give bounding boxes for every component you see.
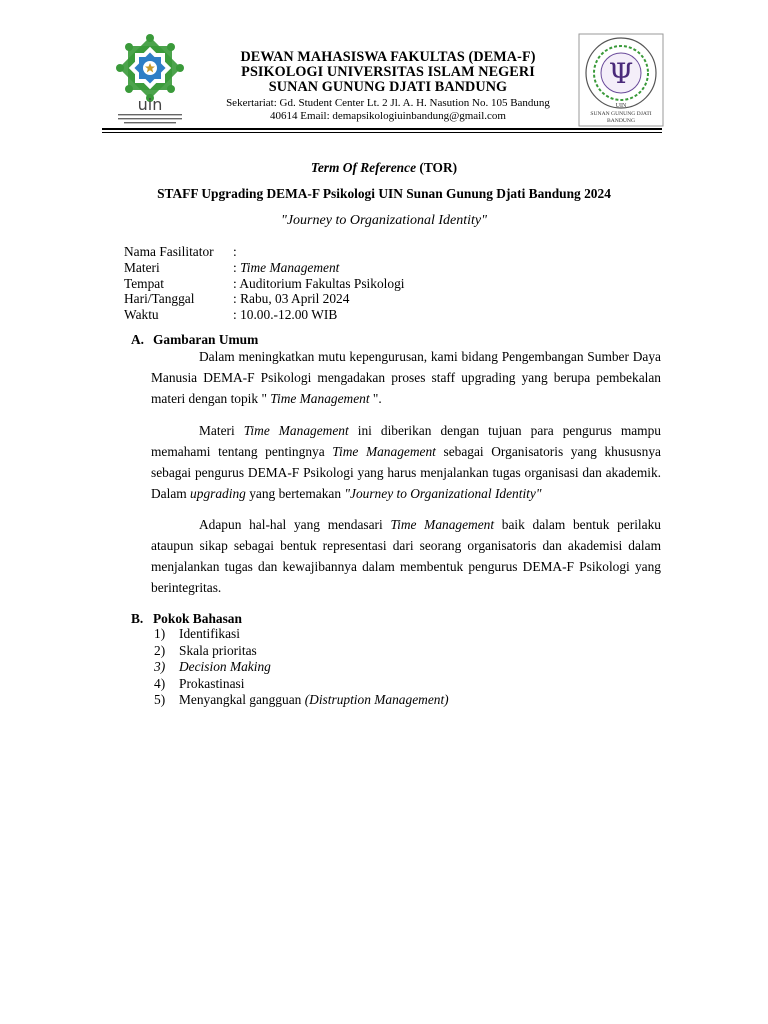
list-item: 4) Prokastinasi	[154, 675, 245, 691]
address-line-2: 40614 Email: demapsikologiuinbandung@gmail.com	[270, 109, 506, 122]
logo-left-text: uin	[137, 95, 163, 114]
logo-right-sub2: BANDUNG	[607, 118, 635, 124]
info-row: Hari/Tanggal : Rabu, 03 April 2024	[124, 291, 350, 307]
paragraph-1: Dalam meningkatkan mutu kepengurusan, kami bidang Pengembangan Sumber Daya Manusia DEMA-F Psikologi mengadakan proses staff upgrading yang berupa pembekalan materi dengan topik " Time Management ".	[151, 349, 661, 406]
topic-list	[154, 626, 449, 709]
letterhead	[200, 50, 576, 123]
info-row: Nama Fasilitator :	[124, 244, 237, 259]
info-table	[124, 244, 405, 323]
list-item: 5) Menyangkal gangguan (Distruption Management)	[154, 692, 449, 708]
logo-right-sub: SUNAN GUNUNG DJATI	[590, 111, 652, 117]
uin-logo	[104, 32, 196, 126]
theme-title: "Journey to Organizational Identity"	[280, 213, 488, 228]
info-row: Tempat : Auditorium Fakultas Psikologi	[124, 275, 405, 291]
section-a-heading: A. Gambaran Umum	[131, 332, 259, 347]
dema-logo	[578, 33, 664, 127]
tor-title: Term Of Reference (TOR)	[310, 160, 458, 175]
university-name-2: SUNAN GUNUNG DJATI BANDUNG	[268, 78, 508, 95]
header-rule-thick	[102, 128, 662, 130]
psi-icon: Ψ	[608, 57, 634, 90]
paragraph-2: Materi Time Management ini diberikan dengan tujuan para pengurus mampu memahami tentang pentingnya Time Management sebagai Organisatoris yang khususnya sebagai pengurus DEMA-F Psikologi yang harus menjalankan tugas organisasi dan akademik. Dalam upgrading yang bertemakan "Journey to Organizational Identity"	[151, 423, 661, 501]
address-line-1: Sekertariat: Gd. Student Center Lt. 2 Jl. A. H. Nasution No. 105 Bandung	[226, 96, 550, 109]
university-name: PSIKOLOGI UNIVERSITAS ISLAM NEGERI	[241, 63, 535, 80]
list-item: 2) Skala prioritas	[154, 642, 257, 658]
list-item: 1) Identifikasi	[154, 626, 240, 641]
section-b-heading: B. Pokok Bahasan	[131, 611, 242, 626]
header-rule-thin	[102, 132, 662, 133]
document-title: STAFF Upgrading DEMA-F Psikologi UIN Sunan Gunung Djati Bandung 2024	[157, 186, 611, 201]
logo-right-text: UIN	[615, 103, 627, 109]
info-row: Materi : Time Management	[124, 259, 340, 275]
list-item: 3) Decision Making	[154, 659, 271, 675]
info-row: Waktu : 10.00.-12.00 WIB	[124, 307, 338, 323]
paragraph-3: Adapun hal-hal yang mendasari Time Management baik dalam bentuk perilaku ataupun sikap sebagai bentuk representasi dari seorang organisatoris dan akademisi dalam menjalankan tugas dan kewajibannya dalam membentuk pengurus DEMA-F Psikologi yang berintegritas.	[151, 517, 661, 595]
org-name: DEWAN MAHASISWA FAKULTAS (DEMA-F)	[240, 49, 536, 65]
